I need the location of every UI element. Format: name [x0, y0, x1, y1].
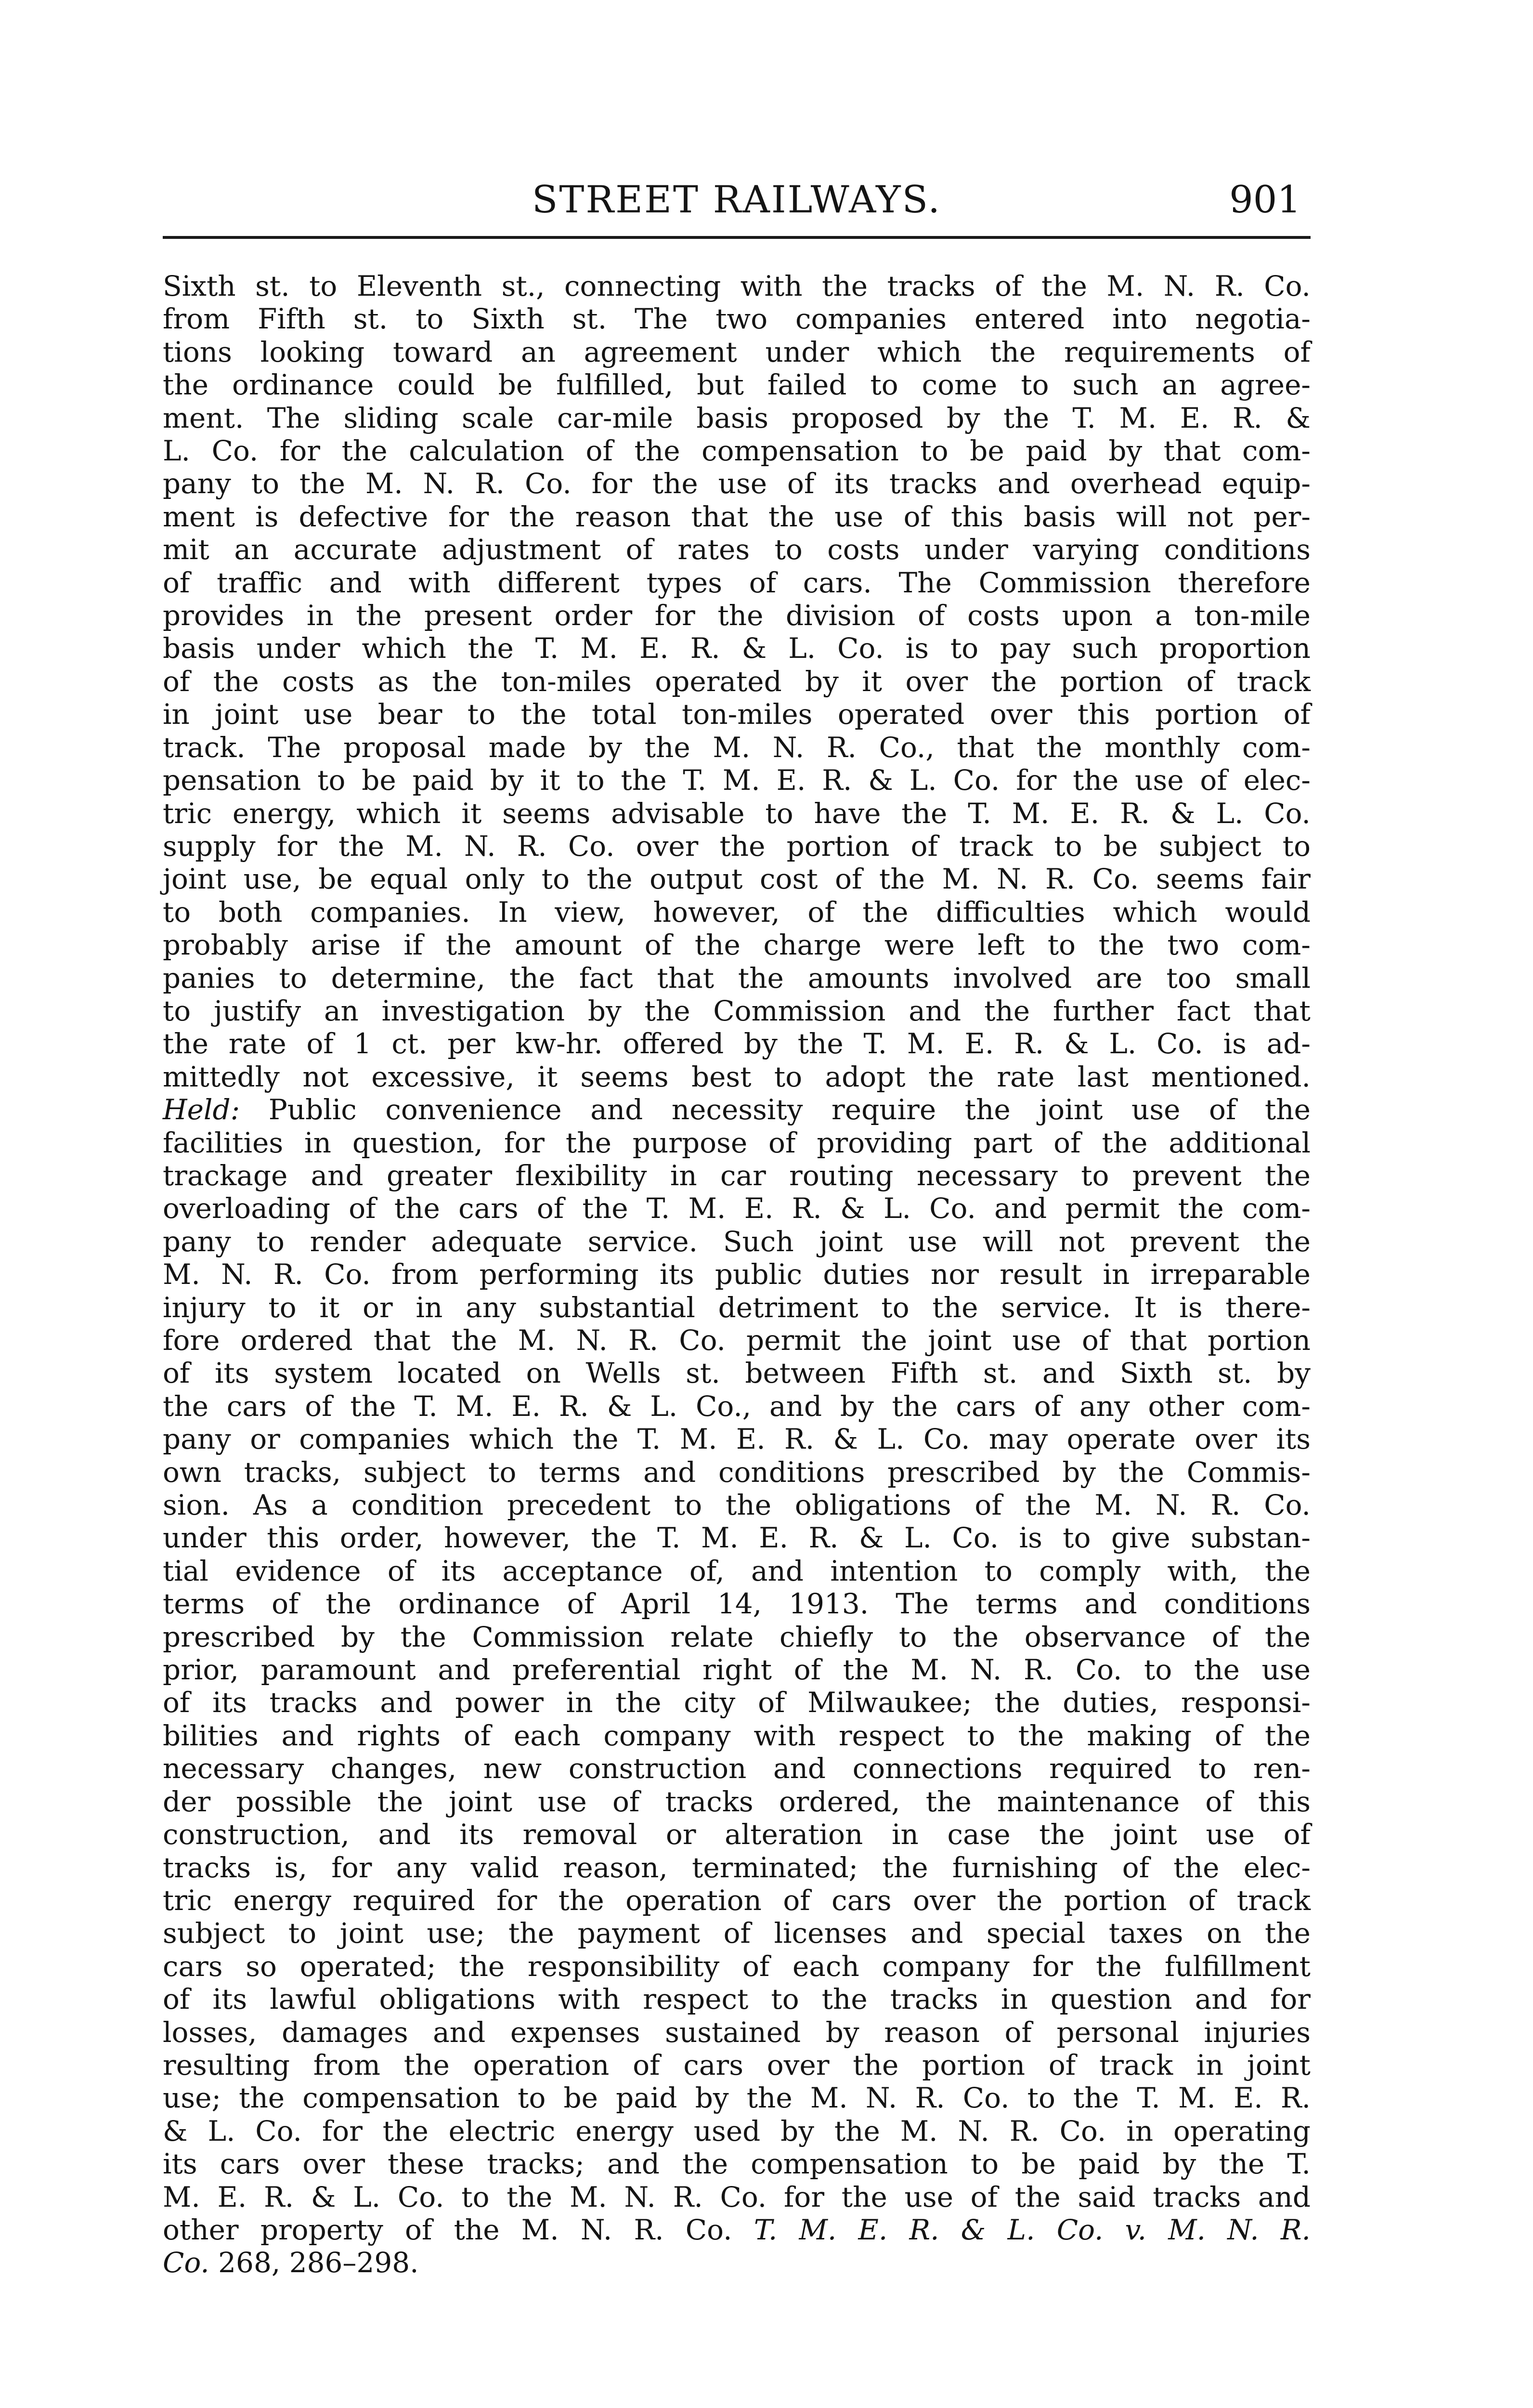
text-line: own tracks, subject to terms and conditions prescribed by the Commis- [163, 1455, 1311, 1489]
document-page [163, 0, 1311, 2408]
text-line: der possible the joint use of tracks ordered, the maintenance of this [163, 1785, 1311, 1818]
text-line: Held: Public convenience and necessity require the joint use of the [163, 1093, 1311, 1126]
running-head [163, 169, 1311, 222]
text-line: the rate of 1 ct. per kw-hr. offered by the T. M. E. R. & L. Co. is ad- [163, 1027, 1311, 1060]
text-line: prescribed by the Commission relate chiefly to the observance of the [163, 1620, 1311, 1653]
body-paragraph [163, 270, 1311, 2279]
text-line: joint use, be equal only to the output cost of the M. N. R. Co. seems fair [163, 863, 1311, 896]
page-number: 901 [1229, 178, 1301, 222]
text-line: pensation to be paid by it to the T. M. E. R. & L. Co. for the use of elec- [163, 764, 1311, 797]
text-line: prior, paramount and preferential right of the M. N. R. Co. to the use [163, 1653, 1311, 1687]
text-line: from Fifth st. to Sixth st. The two companies entered into negotia- [163, 302, 1311, 336]
text-line: ment. The sliding scale car-mile basis proposed by the T. M. E. R. & [163, 401, 1311, 434]
header-rule [163, 236, 1311, 239]
text-line: panies to determine, the fact that the amounts involved are too small [163, 961, 1311, 995]
text-line: the ordinance could be fulfilled, but failed to come to such an agree- [163, 368, 1311, 402]
text-line: trackage and greater flexibility in car routing necessary to prevent the [163, 1159, 1311, 1192]
text-line: subject to joint use; the payment of licenses and special taxes on the [163, 1917, 1311, 1950]
text-line: injury to it or in any substantial detriment to the service. It is there- [163, 1291, 1311, 1324]
text-line: its cars over these tracks; and the compensation to be paid by the T. [163, 2147, 1311, 2181]
text-line: cars so operated; the responsibility of each company for the fulfillment [163, 1950, 1311, 1983]
text-line: of its system located on Wells st. between Fifth st. and Sixth st. by [163, 1357, 1311, 1390]
text-line: the cars of the T. M. E. R. & L. Co., and by the cars of any other com- [163, 1389, 1311, 1423]
text-line: terms of the ordinance of April 14, 1913. The terms and conditions [163, 1587, 1311, 1621]
text-line: fore ordered that the M. N. R. Co. permit the joint use of that portion [163, 1324, 1311, 1357]
text-line: pany to the M. N. R. Co. for the use of its tracks and overhead equip- [163, 467, 1311, 500]
text-line: losses, damages and expenses sustained by reason of personal injuries [163, 2015, 1311, 2049]
text-line: facilities in question, for the purpose of providing part of the additional [163, 1126, 1311, 1159]
text-line: overloading of the cars of the T. M. E. R. & L. Co. and permit the com- [163, 1192, 1311, 1225]
text-line: probably arise if the amount of the charge were left to the two com- [163, 929, 1311, 962]
text-line: of its tracks and power in the city of Milwaukee; the duties, responsi- [163, 1686, 1311, 1719]
held-label: Held: [163, 1093, 240, 1126]
text-line: M. N. R. Co. from performing its public duties nor result in irreparable [163, 1258, 1311, 1291]
text-line: sion. As a condition precedent to the obligations of the M. N. R. Co. [163, 1489, 1311, 1522]
text-line: resulting from the operation of cars over the portion of track in joint [163, 2048, 1311, 2081]
text-line: of traffic and with different types of cars. The Commission therefore [163, 566, 1311, 599]
text-line: pany to render adequate service. Such joint use will not prevent the [163, 1225, 1311, 1258]
text-line: under this order, however, the T. M. E. R. & L. Co. is to give substan- [163, 1521, 1311, 1555]
case-citation: T. M. E. R. & L. Co. v. M. N. R. [754, 2213, 1311, 2246]
text-line: necessary changes, new construction and connections required to ren- [163, 1752, 1311, 1785]
text-line: tracks is, for any valid reason, terminated; the furnishing of the elec- [163, 1851, 1311, 1884]
text-line: Sixth st. to Eleventh st., connecting with the tracks of the M. N. R. Co. [163, 270, 1311, 302]
text-line: mit an accurate adjustment of rates to costs under varying conditions [163, 533, 1311, 566]
page-title: STREET RAILWAYS. [532, 178, 942, 222]
text-line: in joint use bear to the total ton-miles operated over this portion of [163, 698, 1311, 731]
text-line [163, 2213, 1311, 2246]
text-line: mittedly not excessive, it seems best to adopt the rate last mentioned. [163, 1060, 1311, 1093]
text-line: construction, and its removal or alteration in case the joint use of [163, 1818, 1311, 1851]
text-line: of its lawful obligations with respect to the tracks in question and for [163, 1983, 1311, 2016]
text-line: & L. Co. for the electric energy used by the M. N. R. Co. in operating [163, 2114, 1311, 2147]
text-line: supply for the M. N. R. Co. over the portion of track to be subject to [163, 829, 1311, 863]
text-line: L. Co. for the calculation of the compensation to be paid by that com- [163, 434, 1311, 468]
text-line: track. The proposal made by the M. N. R. Co., that the monthly com- [163, 731, 1311, 764]
text-line: provides in the present order for the division of costs upon a ton-mile [163, 599, 1311, 632]
text-line [163, 2246, 1311, 2279]
citation-pages: 268, 286–298. [209, 2246, 419, 2279]
text-lines [163, 270, 1311, 2213]
text-line: M. E. R. & L. Co. to the M. N. R. Co. for the use of the said tracks and [163, 2180, 1311, 2213]
text-line: tric energy required for the operation of cars over the portion of track [163, 1884, 1311, 1917]
text-run: other property of the M. N. R. Co. [163, 2213, 754, 2246]
text-line: to justify an investigation by the Commission and the further fact that [163, 994, 1311, 1027]
text-line: basis under which the T. M. E. R. & L. Co. is to pay such proportion [163, 632, 1311, 665]
text-line: tions looking toward an agreement under which the requirements of [163, 335, 1311, 368]
text-line: use; the compensation to be paid by the M. N. R. Co. to the T. M. E. R. [163, 2081, 1311, 2115]
text-line: tial evidence of its acceptance of, and intention to comply with, the [163, 1554, 1311, 1587]
text-line: to both companies. In view, however, of the difficulties which would [163, 895, 1311, 929]
text-line: ment is defective for the reason that the use of this basis will not per- [163, 500, 1311, 533]
text-line: pany or companies which the T. M. E. R. & L. Co. may operate over its [163, 1423, 1311, 1456]
text-line: tric energy, which it seems advisable to have the T. M. E. R. & L. Co. [163, 797, 1311, 830]
text-line: of the costs as the ton-miles operated by it over the portion of track [163, 665, 1311, 698]
case-citation-end: Co. [163, 2246, 209, 2279]
text-line: bilities and rights of each company with respect to the making of the [163, 1719, 1311, 1752]
